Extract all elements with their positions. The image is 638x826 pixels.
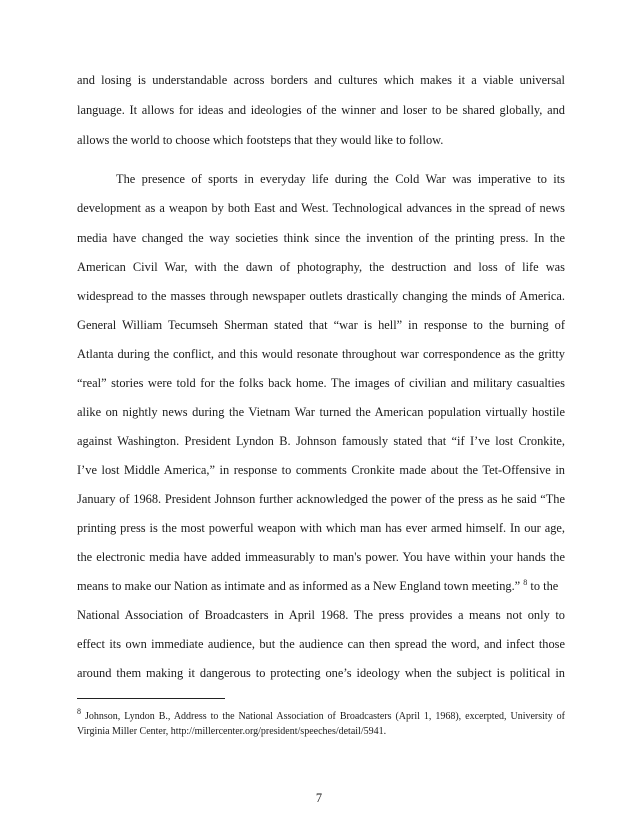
- body-line: alike on nightly news during the Vietnam War turned the American population virtually hostile: [77, 405, 565, 419]
- body-line: General William Tecumseh Sherman stated that “war is hell” in response to the burning of: [77, 318, 565, 332]
- footnote-line: Virginia Miller Center, http://millercenter.org/president/speeches/detail/5941.: [77, 726, 387, 737]
- body-line: allows the world to choose which footsteps that they would like to follow.: [77, 133, 444, 147]
- body-line: development as a weapon by both East and West. Technological advances in the spread of news: [77, 201, 565, 215]
- paragraph-first-line: The presence of sports in everyday life during the Cold War was imperative to its: [116, 172, 565, 186]
- body-line: I’ve lost Middle America,” in response to comments Cronkite made about the Tet-Offensive in: [77, 463, 565, 477]
- body-line: the electronic media have added immeasurably to man's power. You have within your hands the: [77, 550, 565, 564]
- footnote-number: 8: [77, 707, 81, 716]
- footnote-line: [77, 707, 565, 724]
- footnote-separator: [77, 698, 225, 699]
- footnote-reference: 8: [523, 578, 528, 587]
- footnote-reference-trailing: to the: [527, 579, 559, 593]
- footnote-text: Johnson, Lyndon B., Address to the National Association of Broadcasters (April 1, 1968), excerpted, University of: [81, 711, 565, 722]
- body-line: January of 1968. President Johnson further acknowledged the power of the press as he said “The: [77, 492, 565, 506]
- body-line: American Civil War, with the dawn of photography, the destruction and loss of life was: [77, 260, 565, 274]
- body-line: effect its own immediate audience, but the audience can then spread the word, and infect those: [77, 637, 565, 651]
- body-line-with-footnote: [77, 578, 565, 594]
- body-line: Atlanta during the conflict, and this would resonate throughout war correspondence as the gritty: [77, 347, 565, 361]
- body-line: against Washington. President Lyndon B. Johnson famously stated that “if I’ve lost Cronkite,: [77, 434, 565, 448]
- body-line: printing press is the most powerful weapon with which man has ever armed himself. In our age,: [77, 521, 565, 535]
- body-line: National Association of Broadcasters in April 1968. The press provides a means not only to: [77, 608, 565, 622]
- body-line: language. It allows for ideas and ideologies of the winner and loser to be shared globally, and: [77, 103, 565, 117]
- body-line: widespread to the masses through newspaper outlets drastically changing the minds of America.: [77, 289, 565, 303]
- body-line: around them making it dangerous to protecting one’s ideology when the subject is political in: [77, 666, 565, 680]
- page-number: 7: [315, 791, 323, 805]
- body-line: and losing is understandable across borders and cultures which makes it a viable universal: [77, 73, 565, 87]
- body-line: “real” stories were told for the folks back home. The images of civilian and military casualties: [77, 376, 565, 390]
- body-line: media have changed the way societies think since the invention of the printing press. In the: [77, 231, 565, 245]
- body-line-text: means to make our Nation as intimate and as informed as a New England town meeting.”: [77, 579, 521, 593]
